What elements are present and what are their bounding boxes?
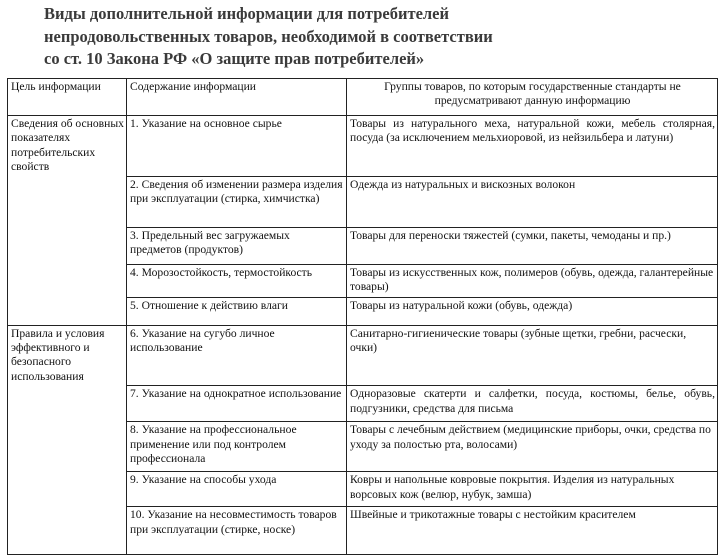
title-line-2: непродовольственных товаров, необходимой в соответствии	[44, 26, 493, 46]
content-cell: 3. Предельный вес загружаемых предметов (продуктов)	[127, 227, 347, 264]
content-cell: 2. Сведения об изменении размера изделия при эксплуатации (стирка, химчистка)	[127, 176, 347, 227]
table-row	[8, 227, 718, 264]
group-purpose-cont	[8, 386, 127, 422]
goods-cell: Ковры и напольные ковровые покрытия. Изделия из натуральных ворсовых кож (велюр, нубук, замша)	[347, 472, 718, 507]
header-content: Содержание информации	[127, 79, 347, 116]
table-row	[8, 297, 718, 325]
table-row	[8, 422, 718, 472]
table-row	[8, 386, 718, 422]
group-purpose-cont	[8, 422, 127, 472]
group-purpose-cont	[8, 472, 127, 507]
group-purpose: Правила и условия эффективного и безопасного использования	[8, 325, 127, 386]
header-goods: Группы товаров, по которым государственные стандарты не предусматривают данную информацию	[347, 79, 718, 116]
content-cell: 5. Отношение к действию влаги	[127, 297, 347, 325]
table-row	[8, 472, 718, 507]
goods-cell: Одежда из натуральных и вискозных волокон	[347, 176, 718, 227]
content-cell: 6. Указание на сугубо личное использование	[127, 325, 347, 386]
page-title	[44, 3, 684, 71]
group-purpose-cont	[8, 264, 127, 297]
group-purpose-cont	[8, 227, 127, 264]
table-header-row	[8, 79, 718, 116]
group-purpose-cont	[8, 297, 127, 325]
group-purpose: Сведения об основных показателях потребительских свойств	[8, 116, 127, 177]
group-purpose-cont	[8, 507, 127, 555]
content-cell: 8. Указание на профессиональное применение или под контролем профессионала	[127, 422, 347, 472]
table-row	[8, 116, 718, 177]
title-line-1: Виды дополнительной информации для потребителей	[44, 4, 449, 23]
content-cell: 1. Указание на основное сырье	[127, 116, 347, 177]
group-purpose-cont	[8, 176, 127, 227]
table-row	[8, 176, 718, 227]
table-row	[8, 507, 718, 555]
table-row	[8, 264, 718, 297]
content-cell: 4. Морозостойкость, термостойкость	[127, 264, 347, 297]
header-purpose: Цель информации	[8, 79, 127, 116]
goods-cell: Товары из натуральной кожи (обувь, одежда)	[347, 297, 718, 325]
content-cell: 7. Указание на однократное использование	[127, 386, 347, 422]
content-cell: 9. Указание на способы ухода	[127, 472, 347, 507]
content-cell: 10. Указание на несовместимость товаров при эксплуатации (стирке, носке)	[127, 507, 347, 555]
title-line-3: со ст. 10 Закона РФ «О защите прав потребителей»	[44, 49, 425, 68]
table-row	[8, 325, 718, 386]
goods-cell: Швейные и трикотажные товары с нестойким красителем	[347, 507, 718, 555]
goods-cell: Товары из искусственных кож, полимеров (обувь, одежда, галантерейные товары)	[347, 264, 718, 297]
info-table	[7, 78, 718, 555]
goods-cell: Товары с лечебным действием (медицинские приборы, очки, средства по уходу за полостью рта, волосами)	[347, 422, 718, 472]
goods-cell: Товары для переноски тяжестей (сумки, пакеты, чемоданы и пр.)	[347, 227, 718, 264]
goods-cell: Товары из натурального меха, натуральной кожи, мебель столярная, посуда (за исключением мельхиоровой, из нейзильбера и латуни)	[347, 116, 718, 177]
goods-cell: Санитарно-гигиенические товары (зубные щетки, гребни, расчески, очки)	[347, 325, 718, 386]
goods-cell: Одноразовые скатерти и салфетки, посуда, костюмы, белье, обувь, подгузники, средства для письма	[347, 386, 718, 422]
